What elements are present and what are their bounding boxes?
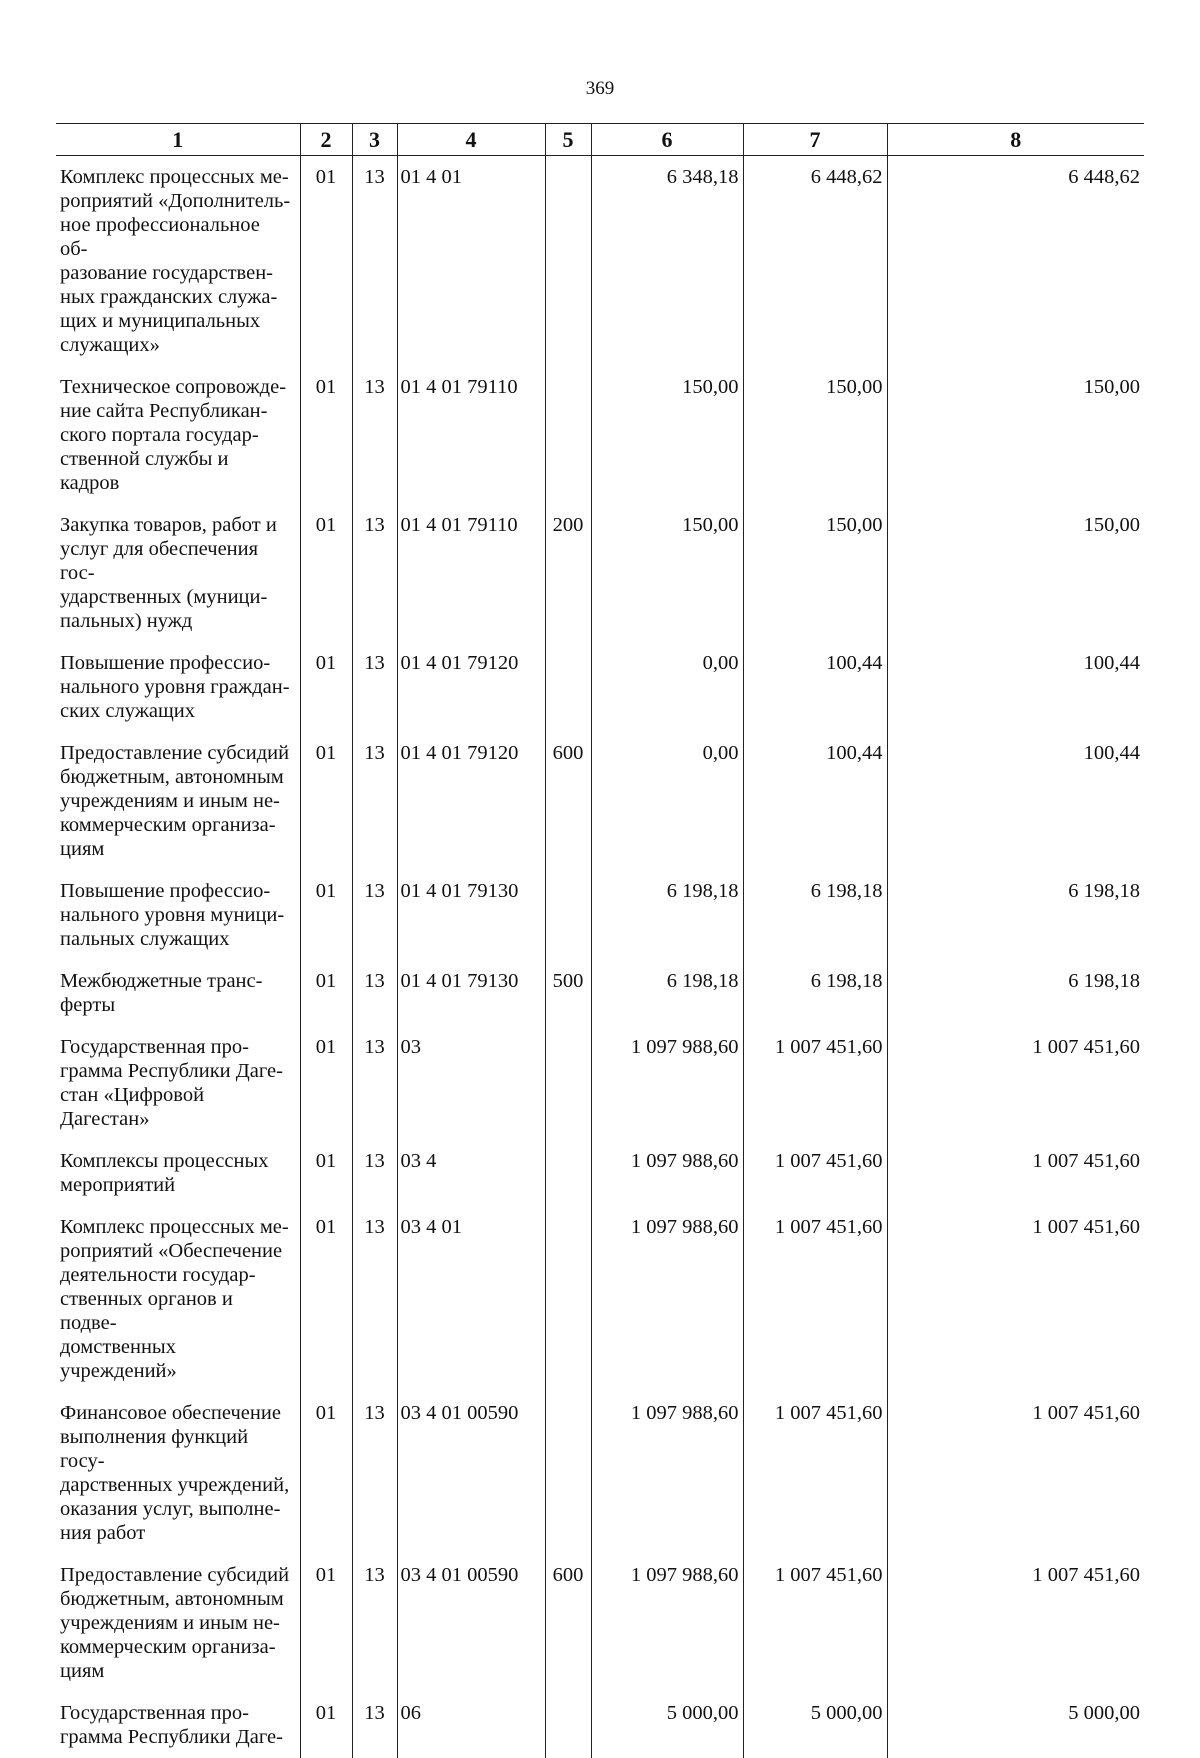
amount-col6-cell: 150,00: [591, 504, 743, 642]
row-name-line: ния работ: [60, 1521, 292, 1545]
target-item-code-cell: 03 4: [397, 1140, 545, 1206]
table-row: [56, 1206, 1144, 1392]
amount-col7-cell: 150,00: [743, 366, 887, 504]
expense-type-code-cell: [545, 366, 591, 504]
amount-col6-cell: 1 097 988,60: [591, 1206, 743, 1392]
row-name-line: циям: [60, 1659, 292, 1683]
section-code-cell: 01: [300, 732, 352, 870]
amount-col6-cell: 150,00: [591, 366, 743, 504]
table-row: [56, 870, 1144, 960]
amount-col7-cell: 6 198,18: [743, 870, 887, 960]
row-name-cell: [56, 1392, 300, 1554]
amount-col6-cell: 6 198,18: [591, 870, 743, 960]
row-name-cell: [56, 504, 300, 642]
row-name-line: циям: [60, 837, 292, 861]
row-name-line: Комплексы процессных: [60, 1149, 292, 1173]
amount-col8-cell: 1 007 451,60: [887, 1140, 1144, 1206]
row-name-line: выполнения функций госу-: [60, 1425, 292, 1473]
amount-col6-cell: 1 097 988,60: [591, 1026, 743, 1140]
row-name-line: бюджетным, автономным: [60, 1587, 292, 1611]
subsection-code-cell: 13: [352, 1140, 397, 1206]
column-header-7: 7: [743, 124, 887, 156]
row-name-line: нального уровня муници-: [60, 903, 292, 927]
subsection-code-cell: 13: [352, 1206, 397, 1392]
section-code-cell: 01: [300, 1554, 352, 1692]
amount-col7-cell: 150,00: [743, 504, 887, 642]
section-code-cell: 01: [300, 642, 352, 732]
row-name-line: грамма Республики Даге-: [60, 1725, 292, 1749]
row-name-line: оказания услуг, выполне-: [60, 1497, 292, 1521]
table-row: [56, 366, 1144, 504]
amount-col8-cell: 100,44: [887, 642, 1144, 732]
row-name-line: дарственных учреждений,: [60, 1473, 292, 1497]
amount-col6-cell: 1 097 988,60: [591, 1140, 743, 1206]
row-name-line: ственной службы и кадров: [60, 447, 292, 495]
expense-type-code-cell: 600: [545, 1554, 591, 1692]
amount-col6-cell: 6 348,18: [591, 156, 743, 367]
amount-col8-cell: 1 007 451,60: [887, 1206, 1144, 1392]
row-name-line: Комплекс процессных ме-: [60, 1215, 292, 1239]
row-name-line: учреждениям и иным не-: [60, 789, 292, 813]
section-code-cell: 01: [300, 504, 352, 642]
row-name-line: ферты: [60, 993, 292, 1017]
amount-col7-cell: 1 007 451,60: [743, 1554, 887, 1692]
target-item-code-cell: 06: [397, 1692, 545, 1758]
target-item-code-cell: 01 4 01 79130: [397, 870, 545, 960]
row-name-line: служащих»: [60, 333, 292, 357]
row-name-line: ственных органов и подве-: [60, 1287, 292, 1335]
subsection-code-cell: 13: [352, 732, 397, 870]
amount-col8-cell: 1 007 451,60: [887, 1392, 1144, 1554]
target-item-code-cell: 01 4 01 79120: [397, 642, 545, 732]
row-name-line: ских служащих: [60, 699, 292, 723]
table-row: [56, 642, 1144, 732]
target-item-code-cell: 01 4 01 79110: [397, 504, 545, 642]
expense-type-code-cell: 200: [545, 504, 591, 642]
section-code-cell: 01: [300, 1206, 352, 1392]
target-item-code-cell: 01 4 01 79110: [397, 366, 545, 504]
row-name-line: Повышение профессио-: [60, 879, 292, 903]
amount-col7-cell: 5 000,00: [743, 1692, 887, 1758]
row-name-line: Предоставление субсидий: [60, 741, 292, 765]
expense-type-code-cell: [545, 642, 591, 732]
target-item-code-cell: 03 4 01 00590: [397, 1554, 545, 1692]
subsection-code-cell: 13: [352, 1554, 397, 1692]
section-code-cell: 01: [300, 1692, 352, 1758]
row-name-line: грамма Республики Даге-: [60, 1059, 292, 1083]
amount-col8-cell: 6 198,18: [887, 960, 1144, 1026]
expense-type-code-cell: [545, 1692, 591, 1758]
row-name-line: Предоставление субсидий: [60, 1563, 292, 1587]
row-name-cell: [56, 1206, 300, 1392]
row-name-cell: [56, 156, 300, 367]
amount-col8-cell: 150,00: [887, 504, 1144, 642]
row-name-line: Государственная про-: [60, 1035, 292, 1059]
amount-col8-cell: 150,00: [887, 366, 1144, 504]
amount-col8-cell: 6 448,62: [887, 156, 1144, 367]
amount-col7-cell: 6 198,18: [743, 960, 887, 1026]
column-header-5: 5: [545, 124, 591, 156]
target-item-code-cell: 03 4 01: [397, 1206, 545, 1392]
row-name-cell: [56, 1554, 300, 1692]
row-name-cell: [56, 642, 300, 732]
row-name-line: разование государствен-: [60, 261, 292, 285]
subsection-code-cell: 13: [352, 642, 397, 732]
column-header-3: 3: [352, 124, 397, 156]
amount-col7-cell: 100,44: [743, 642, 887, 732]
amount-col6-cell: 5 000,00: [591, 1692, 743, 1758]
row-name-line: ударственных (муници-: [60, 585, 292, 609]
row-name-cell: [56, 1026, 300, 1140]
amount-col7-cell: 1 007 451,60: [743, 1140, 887, 1206]
expense-type-code-cell: 600: [545, 732, 591, 870]
row-name-line: роприятий «Обеспечение: [60, 1239, 292, 1263]
header-row: [56, 124, 1144, 156]
row-name-line: ное профессиональное об-: [60, 213, 292, 261]
row-name-line: Межбюджетные транс-: [60, 969, 292, 993]
row-name-line: домственных учреждений»: [60, 1335, 292, 1383]
table-row: [56, 1026, 1144, 1140]
budget-table-container: [56, 123, 1144, 1587]
target-item-code-cell: 03 4 01 00590: [397, 1392, 545, 1554]
page-number: 369: [0, 78, 1200, 100]
subsection-code-cell: 13: [352, 1692, 397, 1758]
section-code-cell: 01: [300, 870, 352, 960]
table-body: [56, 156, 1144, 1758]
row-name-cell: [56, 960, 300, 1026]
column-header-1: 1: [56, 124, 300, 156]
section-code-cell: 01: [300, 156, 352, 367]
row-name-cell: [56, 366, 300, 504]
row-name-line: Техническое сопровожде-: [60, 375, 292, 399]
table-row: [56, 960, 1144, 1026]
table-row: [56, 732, 1144, 870]
section-code-cell: 01: [300, 1140, 352, 1206]
amount-col6-cell: 0,00: [591, 642, 743, 732]
section-code-cell: 01: [300, 960, 352, 1026]
column-header-6: 6: [591, 124, 743, 156]
subsection-code-cell: 13: [352, 1392, 397, 1554]
expense-type-code-cell: [545, 1392, 591, 1554]
row-name-cell: [56, 870, 300, 960]
amount-col8-cell: 6 198,18: [887, 870, 1144, 960]
amount-col7-cell: 1 007 451,60: [743, 1026, 887, 1140]
section-code-cell: 01: [300, 1026, 352, 1140]
row-name-line: ского портала государ-: [60, 423, 292, 447]
row-name-line: пальных служащих: [60, 927, 292, 951]
row-name-line: стан «Цифровой Дагестан»: [60, 1083, 292, 1131]
row-name-line: щих и муниципальных: [60, 309, 292, 333]
row-name-line: учреждениям и иным не-: [60, 1611, 292, 1635]
amount-col7-cell: 6 448,62: [743, 156, 887, 367]
row-name-line: Комплекс процессных ме-: [60, 165, 292, 189]
row-name-line: коммерческим организа-: [60, 1635, 292, 1659]
column-header-2: 2: [300, 124, 352, 156]
expense-type-code-cell: [545, 1026, 591, 1140]
subsection-code-cell: 13: [352, 156, 397, 367]
row-name-line: нального уровня граждан-: [60, 675, 292, 699]
target-item-code-cell: 01 4 01 79130: [397, 960, 545, 1026]
column-header-8: 8: [887, 124, 1144, 156]
row-name-line: деятельности государ-: [60, 1263, 292, 1287]
row-name-line: услуг для обеспечения гос-: [60, 537, 292, 585]
amount-col6-cell: 6 198,18: [591, 960, 743, 1026]
row-name-line: роприятий «Дополнитель-: [60, 189, 292, 213]
table-row: [56, 1392, 1144, 1554]
row-name-line: ных гражданских служа-: [60, 285, 292, 309]
row-name-line: мероприятий: [60, 1173, 292, 1197]
amount-col7-cell: 1 007 451,60: [743, 1206, 887, 1392]
subsection-code-cell: 13: [352, 1026, 397, 1140]
row-name-line: пальных) нужд: [60, 609, 292, 633]
subsection-code-cell: 13: [352, 960, 397, 1026]
target-item-code-cell: 01 4 01: [397, 156, 545, 367]
section-code-cell: 01: [300, 366, 352, 504]
row-name-line: Государственная про-: [60, 1701, 292, 1725]
table-row: [56, 1140, 1144, 1206]
column-header-4: 4: [397, 124, 545, 156]
expense-type-code-cell: [545, 1140, 591, 1206]
amount-col8-cell: 1 007 451,60: [887, 1554, 1144, 1692]
amount-col8-cell: 5 000,00: [887, 1692, 1144, 1758]
subsection-code-cell: 13: [352, 366, 397, 504]
expense-type-code-cell: 500: [545, 960, 591, 1026]
table-row: [56, 504, 1144, 642]
amount-col8-cell: 1 007 451,60: [887, 1026, 1144, 1140]
table-row: [56, 156, 1144, 367]
row-name-line: Закупка товаров, работ и: [60, 513, 292, 537]
row-name-line: Финансовое обеспечение: [60, 1401, 292, 1425]
expense-type-code-cell: [545, 870, 591, 960]
target-item-code-cell: 03: [397, 1026, 545, 1140]
amount-col7-cell: 1 007 451,60: [743, 1392, 887, 1554]
expense-type-code-cell: [545, 1206, 591, 1392]
subsection-code-cell: 13: [352, 504, 397, 642]
section-code-cell: 01: [300, 1392, 352, 1554]
amount-col8-cell: 100,44: [887, 732, 1144, 870]
table-row: [56, 1554, 1144, 1692]
row-name-cell: [56, 732, 300, 870]
row-name-line: Повышение профессио-: [60, 651, 292, 675]
subsection-code-cell: 13: [352, 870, 397, 960]
amount-col6-cell: 0,00: [591, 732, 743, 870]
row-name-line: ние сайта Республикан-: [60, 399, 292, 423]
expense-type-code-cell: [545, 156, 591, 367]
row-name-cell: [56, 1140, 300, 1206]
amount-col6-cell: 1 097 988,60: [591, 1554, 743, 1692]
amount-col6-cell: 1 097 988,60: [591, 1392, 743, 1554]
row-name-cell: [56, 1692, 300, 1758]
table-row: [56, 1692, 1144, 1758]
amount-col7-cell: 100,44: [743, 732, 887, 870]
target-item-code-cell: 01 4 01 79120: [397, 732, 545, 870]
row-name-line: коммерческим организа-: [60, 813, 292, 837]
row-name-line: бюджетным, автономным: [60, 765, 292, 789]
budget-table: [56, 124, 1144, 1758]
